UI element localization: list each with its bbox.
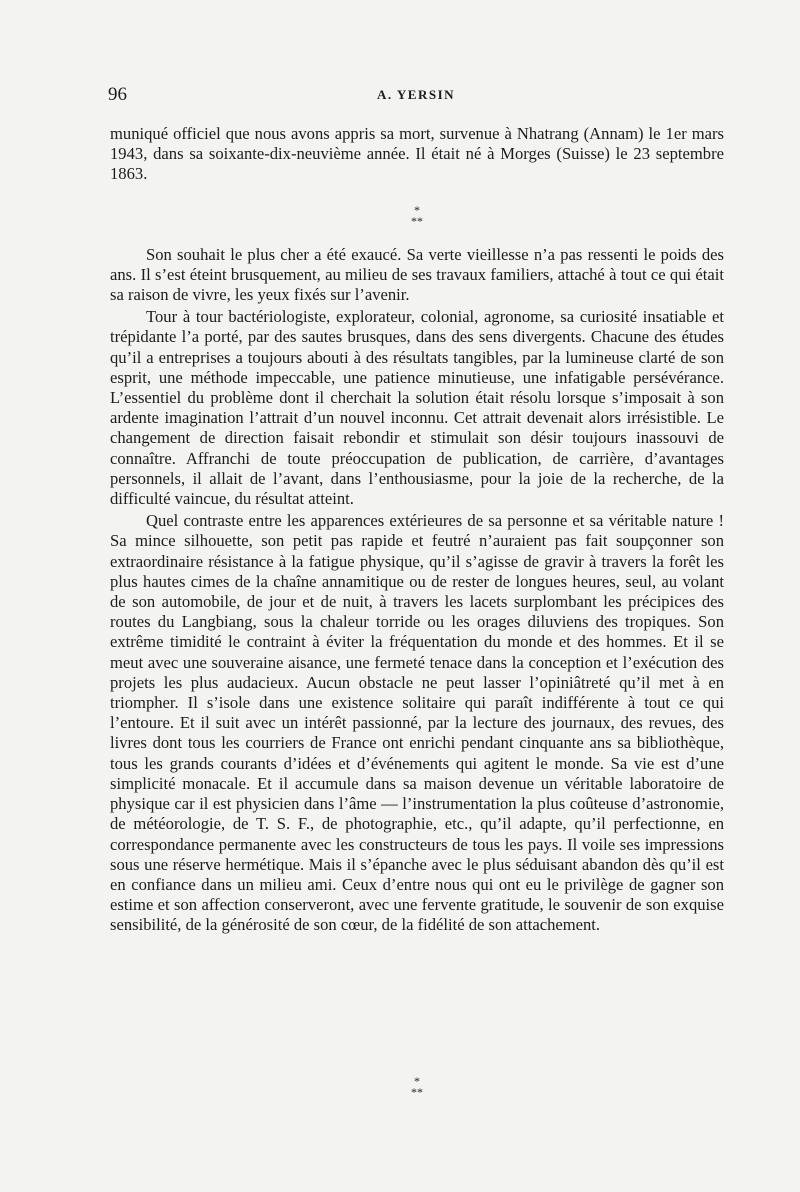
asterism-top-star: * bbox=[414, 1074, 420, 1088]
paragraph-continued: muniqué officiel que nous avons appris sa mort, survenue à Nhatrang (Annam) le 1er mars 1943, dans sa soixante-dix-neuvième année. Il était né à Morges (Suisse) le 23 septembre 1863. bbox=[110, 124, 724, 184]
paragraph: Quel contraste entre les apparences extérieures de sa personne et sa véritable nature ! Sa mince silhouette, son petit pas rapide et feutré n’auraient pas fait soupçonner son extraordinaire résistance à la fatigue physique, qu’il s’agisse de gravir à travers la forêt les plus hautes cimes de la chaîne annamitique ou de rester de longues heures, seul, au volant de son automobile, de jour et de nuit, à travers les lacets surplombant les précipices des routes du Langbiang, sous la chaleur torride ou les orages diluviens des tropiques. Son extrême timidité le contraint à éviter la fréquentation du monde et des hommes. Et il se meut avec une souveraine aisance, une fermeté tenace dans la conception et l’exécution des projets les plus audacieux. Aucun obstacle ne peut lasser l’opiniâtreté qu’il met à en triompher. Il s’isole dans une existence solitaire qui paraît indifférente à tout ce qui l’entoure. Et il suit avec un intérêt passionné, par la lecture des journaux, des revues, des livres dont tous les courriers de France ont enrichi pendant cinquante ans sa bibliothèque, tous les grands courants d’idées et d’événements qui agitent le monde. Sa vie est d’une simplicité monacale. Et il accumule dans sa maison devenue un véritable laboratoire de physique car il est physicien dans l’âme — l’instrumentation la plus coûteuse d’astronomie, de météorologie, de T. S. F., de photographie, etc., qu’il adapte, qu’il perfectionne, en correspondance permanente avec les constructeurs de tous les pays. Il voile ses impressions sous une réserve hermétique. Mais il s’épanche avec le plus séduisant abandon dès qu’il est en confiance dans un milieu ami. Ceux d’entre nous qui ont eu le privilège de gagner son estime et son affection conserveront, avec une fervente gratitude, le souvenir de son exquise sensibilité, de la générosité de son cœur, de la fidélité de son attachement. bbox=[110, 511, 724, 935]
asterism-top-star: * bbox=[414, 202, 420, 217]
closing-asterism bbox=[110, 1076, 724, 1098]
asterism-bottom-stars: ** bbox=[411, 213, 423, 228]
page-number: 96 bbox=[108, 84, 127, 105]
body-text bbox=[110, 124, 724, 936]
running-title: A. YERSIN bbox=[376, 87, 456, 102]
paragraph: Son souhait le plus cher a été exaucé. Sa verte vieillesse n’a pas ressenti le poids des ans. Il s’est éteint brusquement, au milieu de ses travaux familiers, attaché à tout ce qui était sa raison de vivre, les yeux fixés sur l’avenir. bbox=[110, 244, 724, 305]
running-head bbox=[108, 84, 724, 108]
section-asterism bbox=[110, 202, 724, 228]
paragraph: Tour à tour bactériologiste, explorateur, colonial, agronome, sa curiosité insatiable et trépidante l’a porté, par des sautes brusques, dans des sens divergents. Chacune des études qu’il a entreprises a toujours abouti à des résultats tangibles, par la lumineuse clarté de son esprit, une méthode impeccable, une patience minutieuse, une infatigable persévérance. L’essentiel du problème dont il cherchait la solution était résolu lorsque s’imposait à son ardente imagination l’attrait d’un nouvel inconnu. Cet attrait devenait alors irrésistible. Le changement de direction faisait rebondir et stimulait son désir toujours inassouvi de connaître. Affranchi de toute préoccupation de publication, de carrière, d’avantages personnels, il allait de l’avant, dans l’enthousiasme, pour la joie de la recherche, de la difficulté vaincue, du résultat atteint. bbox=[110, 307, 724, 509]
asterism-bottom-stars: ** bbox=[411, 1085, 423, 1099]
